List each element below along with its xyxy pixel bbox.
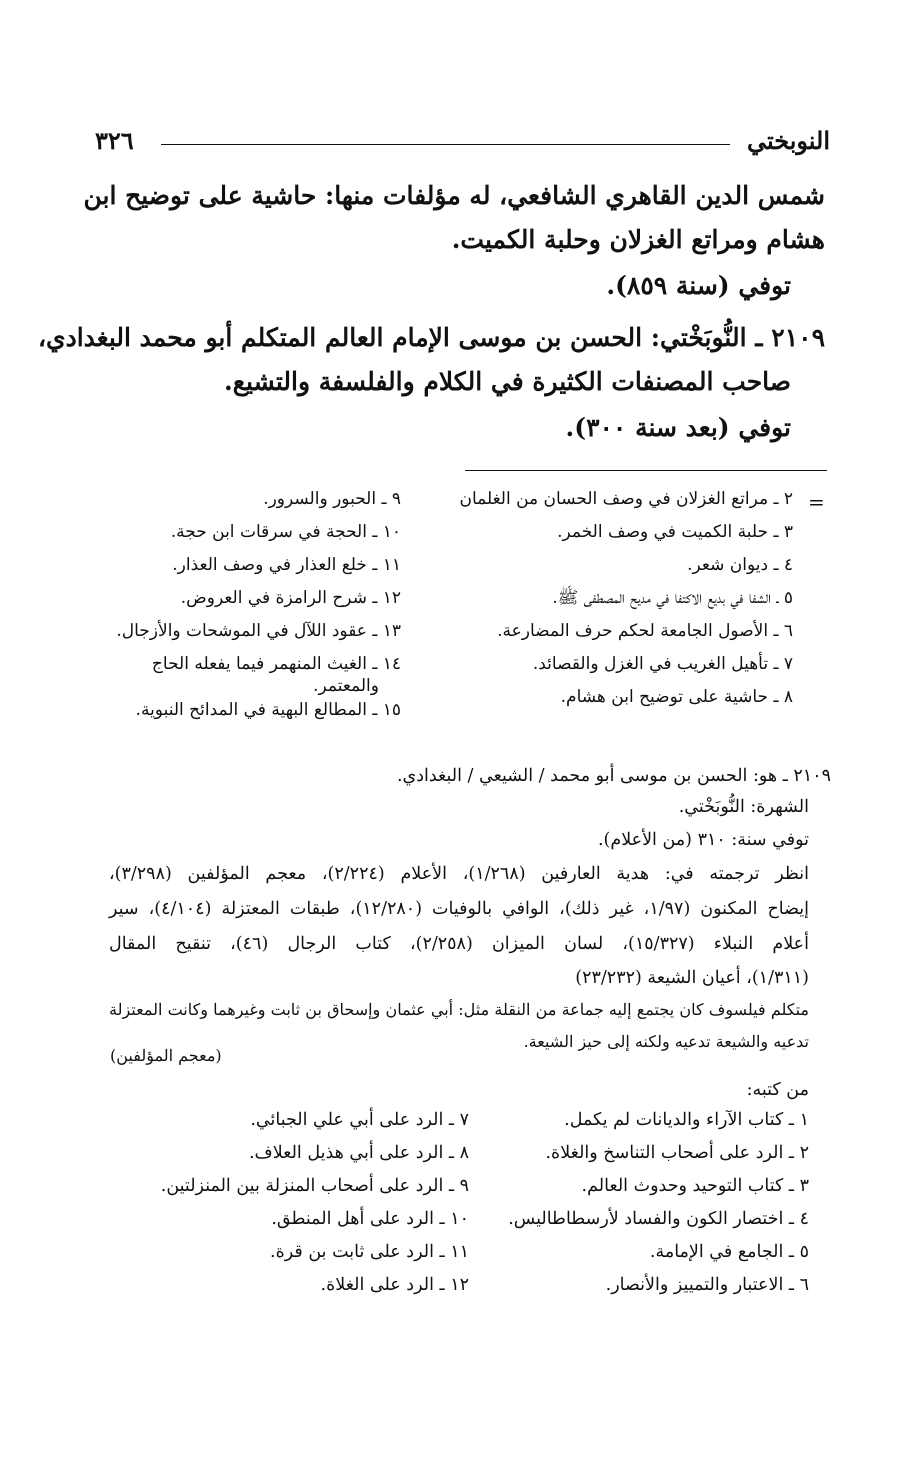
list-item: ٢ ـ مراتع الغزلان في وصف الحسان من الغلمان xyxy=(459,489,793,509)
main-prev-line-1: شمس الدين القاهري الشافعي، له مؤلفات منها: حاشية على توضيح ابن xyxy=(83,181,825,210)
list-item: ٨ ـ حاشية على توضيح ابن هشام. xyxy=(560,687,793,707)
list-item: ١ ـ كتاب الآراء والديانات لم يكمل. xyxy=(564,1110,809,1130)
list-item: ٦ ـ الأصول الجامعة لحكم حرف المضارعة. xyxy=(497,621,793,641)
entry-heading-line xyxy=(37,318,825,358)
fn2109-shuhra: الشهرة: النُّوبَخْتي. xyxy=(678,797,809,817)
list-item: ٥ ـ الجامع في الإمامة. xyxy=(649,1242,809,1262)
running-header xyxy=(95,126,830,160)
list-item: ٤ ـ اختصار الكون والفساد لأرسطاطاليس. xyxy=(508,1209,809,1229)
list-item: ٣ ـ كتاب التوحيد وحدوث العالم. xyxy=(581,1176,809,1196)
entry-number: ٢١٠٩ ـ xyxy=(755,323,825,352)
footnote-rule xyxy=(465,470,827,471)
list-item: ١٢ ـ شرح الرامزة في العروض. xyxy=(180,588,401,608)
entry-line-1-rest: الحسن بن موسى الإمام العالم المتكلم أبو محمد البغدادي، xyxy=(37,323,643,352)
list-item: ١٥ ـ المطالع البهية في المدائح النبوية. xyxy=(135,700,401,720)
list-item: ١٠ ـ الرد على أهل المنطق. xyxy=(271,1209,469,1229)
fn2109-ref-line-2: إيضاح المكنون (١/٩٧، غير ذلك)، الوافي بالوفيات (١٢/٢٨٠)، طبقات المعتزلة (٤/١٠٤)، سير xyxy=(109,899,810,919)
prev-works-right-column xyxy=(433,483,793,714)
list-item: ١٢ ـ الرد على الغلاة. xyxy=(320,1275,469,1295)
fn2109-ref-line-4: (١/٣١١)، أعيان الشيعة (٢٣/٢٣٢) xyxy=(575,968,809,988)
continuation-mark: = xyxy=(808,490,825,514)
prev-works-left-column xyxy=(101,483,401,727)
entry-name: النُّوبَخْتي: xyxy=(650,323,747,352)
fn2109-ref-line-3: أعلام النبلاء (١٥/٣٢٧)، لسان الميزان (٢/٢٥٨)، كتاب الرجال (٤٦)، تنقيح المقال xyxy=(109,934,809,954)
list-item: ٩ ـ الرد على أصحاب المنزلة بين المنزلتين. xyxy=(160,1176,469,1196)
main-prev-line-2: هشام ومراتع الغزلان وحلبة الكميت. xyxy=(451,225,825,254)
entry-line-2: صاحب المصنفات الكثيرة في الكلام والفلسفة والتشيع. xyxy=(224,367,791,396)
entry-death: توفي (بعد سنة ٣٠٠). xyxy=(565,413,791,442)
list-item: ١٤ ـ الغيث المنهمر فيما يفعله الحاج xyxy=(151,654,401,674)
list-item: ٣ ـ حلبة الكميت في وصف الخمر. xyxy=(557,522,793,542)
fn2109-ref-line-1: انظر ترجمته في: هدية العارفين (١/٢٦٨)، الأعلام (٢/٢٢٤)، معجم المؤلفين (٣/٢٩٨)، xyxy=(109,864,809,884)
list-item: ١٣ ـ عقود اللآل في الموشحات والأزجال. xyxy=(116,621,401,641)
list-item: ١١ ـ الرد على ثابت بن قرة. xyxy=(270,1242,469,1262)
fn2109-books-label: من كتبه: xyxy=(746,1080,809,1100)
fn2109-quote-line-1: متكلم فيلسوف كان يجتمع إليه جماعة من النقلة مثل: أبي عثمان وإسحاق بن ثابت وغيرهما وكانت المعتزلة xyxy=(109,1000,809,1019)
header-title: النوبختي xyxy=(746,126,830,155)
list-item: ٧ ـ الرد على أبي علي الجبائي. xyxy=(250,1110,469,1130)
list-item: ٩ ـ الحبور والسرور. xyxy=(263,489,401,509)
books-left-column xyxy=(139,1104,469,1302)
list-item: ٥ ـ الشفا في بديع الاكتفا في مديح المصطفى ﷺ. xyxy=(552,588,793,608)
fn2109-death: توفي سنة: ٣١٠ (من الأعلام). xyxy=(597,830,809,850)
list-item: ٧ ـ تأهيل الغريب في الغزل والقصائد. xyxy=(532,654,793,674)
header-rule xyxy=(161,144,730,145)
main-prev-death: توفي (سنة ٨٥٩). xyxy=(606,271,791,300)
list-item: ٢ ـ الرد على أصحاب التناسخ والغلاة. xyxy=(545,1143,809,1163)
list-item: ١٠ ـ الحجة في سرقات ابن حجة. xyxy=(170,522,401,542)
list-item: ٦ ـ الاعتبار والتمييز والأنصار. xyxy=(605,1275,809,1295)
list-item: ٤ ـ ديوان شعر. xyxy=(687,555,793,575)
page-number: ٣٢٦ xyxy=(95,126,134,155)
fn2109-quote-source: (معجم المؤلفين) xyxy=(110,1046,222,1065)
fn2109-quote-line-2: تدعيه والشيعة تدعيه ولكنه إلى حيز الشيعة. xyxy=(523,1032,809,1051)
fn2109-lead: ٢١٠٩ ـ هو: الحسن بن موسى أبو محمد / الشيعي / البغدادي. xyxy=(396,766,831,786)
list-item: ١١ ـ خلع العذار في وصف العذار. xyxy=(172,555,401,575)
books-right-column xyxy=(479,1104,809,1302)
list-item: والمعتمر. xyxy=(313,676,379,696)
list-item: ٨ ـ الرد على أبي هذيل العلاف. xyxy=(248,1143,469,1163)
